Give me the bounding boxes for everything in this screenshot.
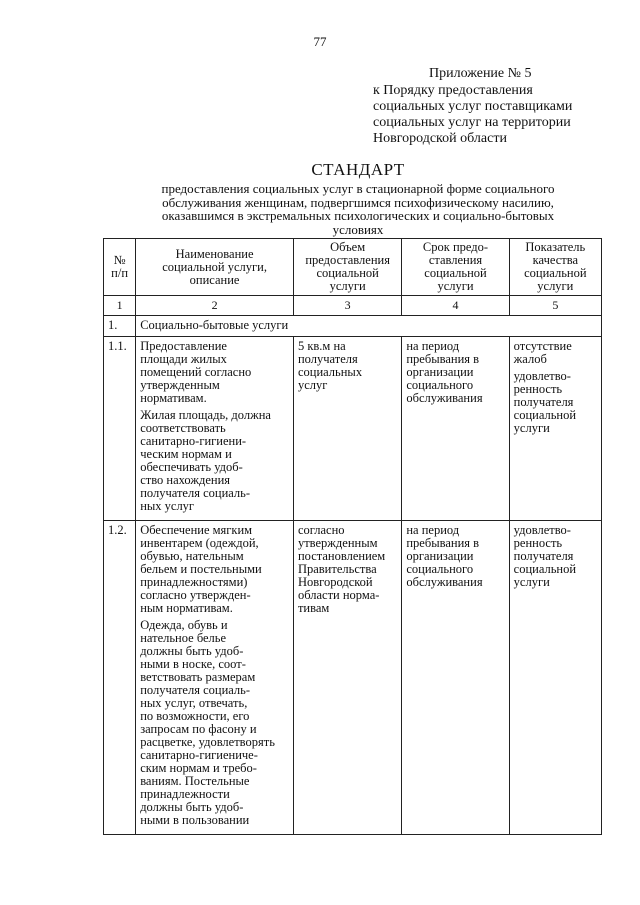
header-quality: Показатель качества социальной услуги	[509, 239, 601, 296]
appendix-ref-line: Новгородской области	[373, 131, 507, 146]
document-subtitle	[120, 182, 596, 236]
table-row	[104, 337, 602, 521]
service-volume-cell: согласно утвержденным постановлением Правительства Новгородской области норма- тивам	[293, 521, 401, 835]
subtitle-line: предоставления социальных услуг в стационарной форме социального	[161, 181, 555, 196]
quality-paragraph: удовлетво- ренность получателя социальной услуги	[513, 369, 577, 435]
page-number: 77	[313, 34, 327, 49]
service-volume-cell: 5 кв.м на получателя социальных услуг	[293, 337, 401, 521]
column-number-row	[104, 296, 602, 316]
table-header-row	[104, 239, 602, 296]
column-number: 5	[509, 296, 601, 316]
quality-paragraph: отсутствие жалоб	[513, 339, 572, 366]
column-number: 4	[402, 296, 509, 316]
subtitle-line: условиях	[332, 221, 384, 237]
service-name-paragraph: Обеспечение мягким инвентарем (одеждой, обувью, нательным бельем и постельными принадлежностями) согласно утвержден- ным нормативам.	[140, 523, 262, 615]
appendix-title: Приложение № 5	[429, 66, 532, 81]
appendix-ref-line: социальных услуг на территории	[373, 115, 571, 130]
appendix-ref-line: социальных услуг поставщиками	[373, 99, 573, 114]
service-name-paragraph: Предоставление площади жилых помещений согласно утвержденным нормативам.	[140, 339, 252, 405]
table-row	[104, 521, 602, 835]
appendix-ref-line: к Порядку предоставления	[373, 83, 533, 98]
document-title: СТАНДАРТ	[311, 160, 405, 179]
subtitle-line: оказавшимся в экстремальных психологических и социально-бытовых	[161, 208, 555, 223]
service-description-paragraph: Одежда, обувь и нательное белье должны быть удоб- ными в носке, соот- ветствовать размерам получателя социаль- ных услуг, отвечать, по возможности, его запросам по фасону и расцветке, удовлетворять санитарно-гигиениче- ским нормам и требо- ваниям. Постельные принадлежности должны быть удоб- ными в пользовании	[140, 618, 275, 827]
header-term: Срок предо- ставления социальной услуги	[402, 239, 509, 296]
section-number: 1.	[104, 316, 136, 337]
header-volume: Объем предоставления социальной услуги	[293, 239, 401, 296]
quality-paragraph: удовлетво- ренность получателя социальной услуги	[513, 523, 577, 589]
header-no: № п/п	[104, 239, 136, 296]
service-name-cell	[136, 337, 294, 521]
service-name-cell	[136, 521, 294, 835]
standard-table	[103, 238, 602, 835]
row-number: 1.1.	[104, 337, 136, 521]
service-quality-cell	[509, 337, 601, 521]
service-term-cell: на период пребывания в организации социального обслуживания	[402, 521, 509, 835]
row-number: 1.2.	[104, 521, 136, 835]
section-name: Социально-бытовые услуги	[136, 316, 602, 337]
column-number: 2	[136, 296, 294, 316]
header-name: Наименование социальной услуги, описание	[136, 239, 294, 296]
column-number: 1	[104, 296, 136, 316]
subtitle-line: обслуживания женщинам, подвергшимся психофизическому насилию,	[162, 194, 554, 210]
service-description-paragraph: Жилая площадь, должна соответствовать санитарно-гигиени- ческим нормам и обеспечивать удоб- ство нахождения получателя социаль- ных услуг	[140, 408, 271, 513]
service-term-cell: на период пребывания в организации социального обслуживания	[402, 337, 509, 521]
service-quality-cell	[509, 521, 601, 835]
appendix-reference	[373, 83, 613, 147]
section-row	[104, 316, 602, 337]
column-number: 3	[293, 296, 401, 316]
